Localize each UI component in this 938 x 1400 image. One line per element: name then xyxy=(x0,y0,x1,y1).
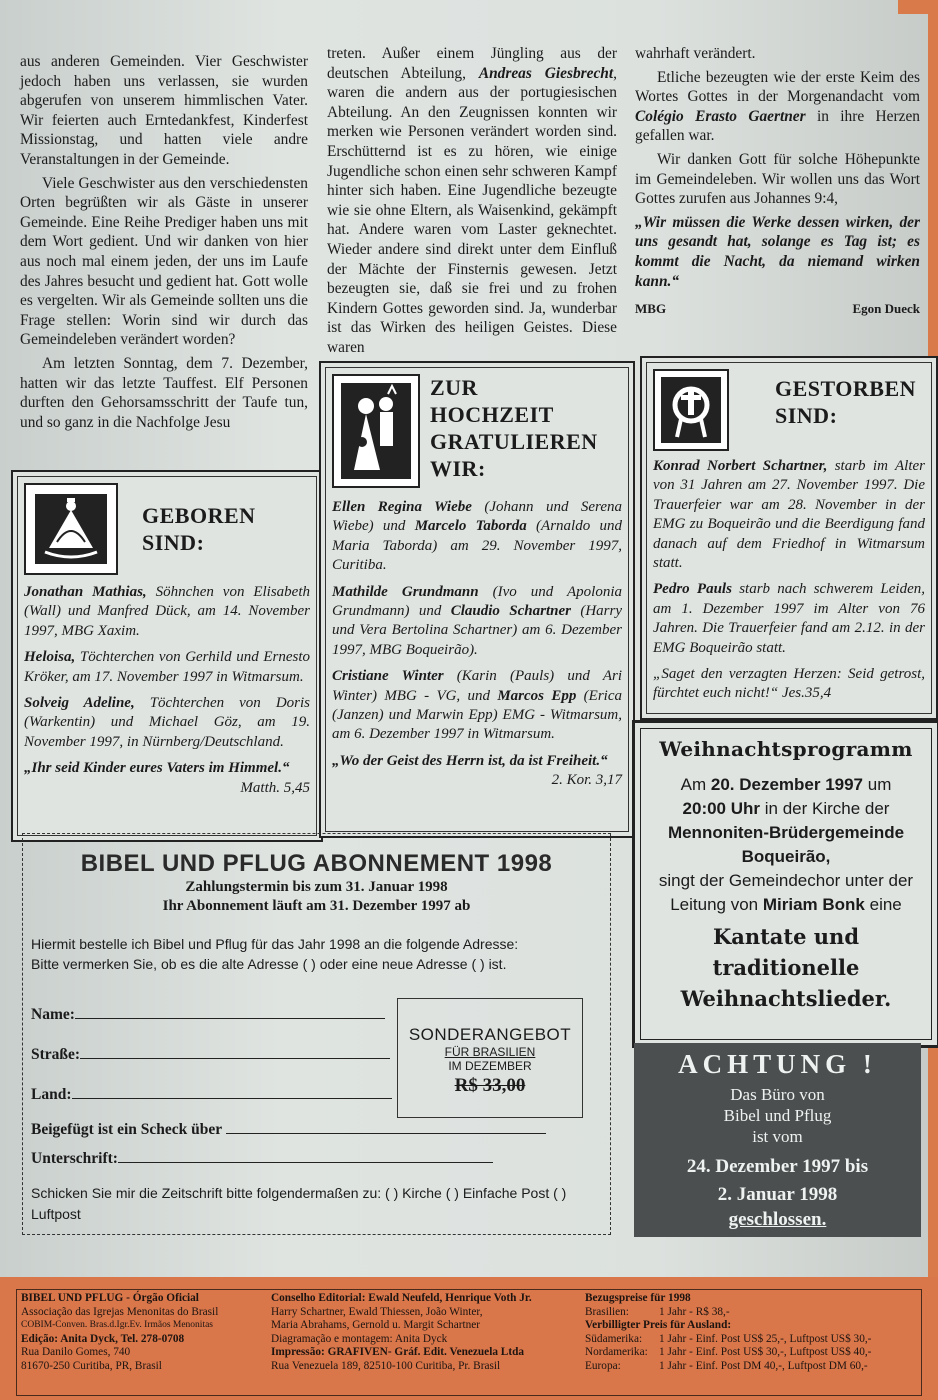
cradle-icon xyxy=(24,483,118,575)
program-line xyxy=(647,797,925,821)
author-name: Egon Dueck xyxy=(852,301,920,317)
highlight-line: Weihnachtslieder. xyxy=(680,986,892,1011)
offer-title: SONDERANGEBOT xyxy=(408,1025,572,1044)
birth-entry xyxy=(24,583,310,641)
christmas-program-body xyxy=(647,773,925,917)
weddings-list xyxy=(332,498,623,789)
country-input-line[interactable] xyxy=(72,1084,392,1099)
heading-line: ZUR xyxy=(430,375,478,400)
text-run: , waren die andern aus der portugiesischen Abteilung. An den Zeugnissen konnten wir merken wie Personen verändert worden sind. Erschütternd ist es zu hören, wie einige Jugendliche schon einen sehr schweren Kampf hinter sich haben. Eine Jugendliche bezeugte wie sie ohne Eltern, als Waisenkind, gekämpft hat. Andere waren vom Laster geknechtet. Wieder andere sind direkt unter dem Einfluß der Mächte der Finsternis gewesen. Jetzt bezeugten sie, daß sie frei und zu frohen Kindern Gottes geworden sind. Ja, wunderbar ist das Wirken des heiligen Geistes. Diese waren xyxy=(327,64,617,356)
field-label: Name: xyxy=(31,1006,75,1023)
masthead-box xyxy=(16,1289,922,1396)
entry-text: (Karin (Pauls) und Ari Winter) MBG - VG, und xyxy=(332,668,622,704)
publisher-info xyxy=(21,1292,261,1374)
deceased-name: Konrad Norbert Schartner, xyxy=(653,458,828,474)
text-run: eine xyxy=(864,895,902,914)
heading-line: WIR: xyxy=(430,456,486,481)
weddings-box xyxy=(319,361,635,838)
notice-line: ist vom xyxy=(752,1127,803,1146)
entry-text: (Johann und Serena Wiebe) und xyxy=(332,499,622,535)
entry-text: (Harry und Vera Bertolina Schartner) am 6. Dezember 1997, MBG Boqueirão). xyxy=(332,603,622,658)
board-line: Conselho Editorial: Ewald Neufeld, Henrique Voth Jr. xyxy=(271,1292,532,1304)
entry-text: Töchterchen von Doris (Warkentin) und Michael Göz, am 19. November 1997, in Nürnberg/Deutschland. xyxy=(24,695,310,750)
check-input-line[interactable] xyxy=(226,1119,546,1134)
field-label: Beigefügt ist ein Scheck über xyxy=(31,1121,222,1138)
child-name: Heloisa, xyxy=(24,649,76,666)
heading-line: SIND: xyxy=(775,403,838,428)
text-run: um xyxy=(863,775,892,794)
bride-name: Mathilde Grundmann xyxy=(332,583,479,600)
child-name: Jonathan Mathias, xyxy=(24,584,147,600)
heading-line: GEBOREN xyxy=(142,503,256,528)
signature-input-line[interactable] xyxy=(118,1148,493,1163)
offer-region: FÜR BRASILIEN xyxy=(444,1045,536,1059)
article-paragraph xyxy=(327,44,617,358)
office-closed-notice xyxy=(634,1043,921,1237)
article-paragraph: Am letzten Sonntag, dem 7. Dezember, hatten wir das letzte Tauffest. Elf Personen durften den Gehorsamsschritt der Taufe tun, und so ganz in die Nachfolge Jesu xyxy=(20,354,308,431)
article-column-2 xyxy=(327,44,617,362)
price-row xyxy=(585,1333,915,1347)
article-paragraph: Wir danken Gott für solche Höhepunkte im Gemeindeleben. Wir wollen uns das Wort Gottes zurufen aus Johannes 9:4, xyxy=(635,150,920,208)
publisher-line: Associação das Igrejas Menonitas do Brasil xyxy=(21,1305,219,1318)
price-value: 1 Jahr - R$ 38,- xyxy=(659,1305,730,1318)
deaths-list xyxy=(653,457,925,704)
article-paragraph: aus anderen Gemeinden. Vier Geschwister jedoch haben uns verlassen, sie wurden abgerufen von unserem himmlischen Vater. Wir feierten auch Erntedankfest, Kinderfest Missionstag, und hatten viele andre Veranstaltungen in der Gemeinde. xyxy=(20,53,308,168)
subscription-expiry: Ihr Abonnement läuft am 31. Dezember 1997 ab xyxy=(162,898,471,914)
deceased-name: Pedro Pauls xyxy=(653,581,732,598)
weddings-quote xyxy=(332,752,622,789)
quote-text: „Wo der Geist des Herrn ist, da ist Freiheit.“ xyxy=(332,752,608,769)
notice-line: 24. Dezember 1997 bis xyxy=(686,1156,869,1177)
memorial-wreath-icon xyxy=(653,369,729,451)
special-offer-box xyxy=(397,998,583,1118)
bible-quote: „Wir müssen die Werke dessen wirken, der uns gesandt hat, solange es Tag ist; es kommt die Nacht, da niemand wirken kann.“ xyxy=(635,213,920,290)
street-field[interactable] xyxy=(31,1044,390,1064)
subscription-instructions xyxy=(31,934,602,974)
delivery-options[interactable]: Schicken Sie mir die Zeitschrift bitte folgendermaßen zu: ( ) Kirche ( ) Einfache Post ( ) Luftpost xyxy=(31,1185,567,1222)
entry-text: Töchterchen von Gerhild und Ernesto Kröker, am 17. November 1997 in Witmarsum. xyxy=(24,649,310,685)
program-date: 20. Dezember 1997 xyxy=(710,775,864,794)
entry-text: (Ivo und Apolonia Grundmann) und xyxy=(332,583,623,620)
conductor-name: Miriam Bonk xyxy=(762,895,865,914)
program-line xyxy=(647,821,925,845)
program-line xyxy=(647,893,925,917)
program-highlight xyxy=(647,921,925,1014)
wedding-entry xyxy=(332,667,622,745)
notice-line: Das Büro von xyxy=(730,1085,825,1104)
text-run: Leitung von xyxy=(670,895,763,914)
entry-text: starb nach schwerem Leiden, am 1. Dezember 1997 im Alter von 76 Jahren. Die Trauerfeier fand am 2.12. in der EMG Boqueirão statt. xyxy=(653,581,925,656)
text-run: Am xyxy=(680,775,711,794)
notice-status: geschlossen. xyxy=(728,1209,827,1230)
heading-line: SIND: xyxy=(142,530,205,555)
church-location: Boqueirão, xyxy=(741,847,831,866)
street-input-line[interactable] xyxy=(80,1044,390,1059)
subscription-title: BIBEL UND PFLUG ABONNEMENT 1998 xyxy=(80,850,553,877)
publisher-line: COBIM-Conven. Bras.d.Igr.Ev. Irmãos Menonitas xyxy=(21,1320,213,1331)
subscription-prices xyxy=(585,1292,915,1374)
price-value: 1 Jahr - Einf. Post US$ 25,-, Luftpost US$ 30,- xyxy=(659,1332,872,1345)
instruction-line: Bitte vermerken Sie, ob es die alte Adresse ( ) oder eine neue Adresse ( ) ist. xyxy=(31,956,507,972)
price-region: Brasilien: xyxy=(585,1305,629,1318)
child-name: Solveig Adeline, xyxy=(24,695,135,712)
notice-line: Bibel und Pflug xyxy=(723,1106,832,1125)
editorial-board xyxy=(271,1292,571,1374)
births-quote xyxy=(24,759,310,796)
wedding-entry xyxy=(332,583,622,661)
church-name: Mennoniten-Brüdergemeinde xyxy=(667,823,905,842)
printer-address: Rua Venezuela 189, 82510-100 Curitiba, Pr. Brasil xyxy=(271,1359,501,1372)
article-paragraph: wahrhaft verändert. xyxy=(635,45,756,62)
deaths-quote: „Saget den verzagten Herzen: Seid getrost, fürchtet euch nicht!“ Jes.35,4 xyxy=(653,666,925,702)
field-label: Land: xyxy=(31,1086,72,1103)
price-row xyxy=(585,1346,915,1360)
program-line xyxy=(647,845,925,869)
price-region: Europa: xyxy=(585,1359,621,1372)
article-column-1 xyxy=(20,52,308,436)
quote-reference: 2. Kor. 3,17 xyxy=(551,772,622,789)
births-list xyxy=(24,583,310,796)
births-box-inner xyxy=(17,476,317,836)
program-line: singt der Gemeindechor unter der xyxy=(658,871,914,890)
article-signature xyxy=(635,299,920,319)
notice-dates xyxy=(634,1153,921,1209)
heading-line: HOCHZEIT xyxy=(430,402,554,427)
heading-line: GRATULIEREN xyxy=(430,429,598,454)
article-paragraph xyxy=(635,68,920,146)
prices-title: Bezugspreise für 1998 xyxy=(585,1292,691,1304)
bride-name: Ellen Regina Wiebe xyxy=(332,499,472,515)
weddings-heading xyxy=(430,374,598,482)
entry-text: (Arnaldo und Maria Taborda) am 29. November 1997, Curitiba. xyxy=(332,518,622,574)
printer-name: Impressão: GRAFIVEN- Gráf. Edit. Venezuela Ltda xyxy=(271,1346,525,1359)
deaths-header xyxy=(653,369,925,451)
groom-name: Marcelo Taborda xyxy=(414,518,527,535)
text-run: in ihre Herzen gefallen war. xyxy=(635,107,920,145)
birth-entry xyxy=(24,648,310,687)
program-time: 20:00 Uhr xyxy=(682,799,761,818)
layout-credit: Diagramação e montagem: Anita Dyck xyxy=(271,1332,448,1345)
signature-field[interactable] xyxy=(31,1148,493,1168)
offer-period: IM DEZEMBER xyxy=(448,1059,532,1073)
wedding-entry xyxy=(332,498,622,576)
highlight-line: Kantate und xyxy=(712,924,860,949)
groom-name: Marcos Epp xyxy=(497,687,577,704)
publication-name: BIBEL UND PFLUG - Órgão Oficial xyxy=(21,1292,199,1304)
signature-left: MBG xyxy=(635,301,667,317)
price-row xyxy=(585,1306,915,1320)
quote-text: „Ihr seid Kinder eures Vaters im Himmel.“ xyxy=(24,760,290,777)
weddings-header xyxy=(332,374,622,488)
program-line xyxy=(647,773,925,797)
wedding-couple-icon xyxy=(332,374,420,488)
name-field[interactable] xyxy=(31,1004,385,1024)
death-entry xyxy=(653,580,925,658)
notice-title: ACHTUNG ! xyxy=(678,1049,877,1079)
births-box xyxy=(11,470,323,842)
text-run: in der Kirche der xyxy=(760,799,890,818)
quote-reference: Matth. 5,45 xyxy=(240,779,310,796)
subscription-form xyxy=(22,833,611,1235)
bride-name: Cristiane Winter xyxy=(332,668,444,685)
entry-text: starb im Alter von 31 Jahren am 27. November 1997. Die Trauerfeier war am 28. November in der EMG zu Boqueirão und die Beerdigung fand danach auf dem Friedhof in Witmarsum statt. xyxy=(653,458,925,572)
editor-contact: Edição: Anita Dyck, Tel. 278-0708 xyxy=(21,1332,185,1345)
address-line: 81670-250 Curitiba, PR, Brasil xyxy=(21,1359,162,1372)
article-paragraph: Viele Geschwister aus den verschiedensten Orten begrüßten wir als Gäste in unserer Gemeinde. Eine Reihe Prediger haben uns mit dem Wort gedient. Und wir danken von hier aus noch mal einem jeden, der uns im Laufe des Jahres besucht und gedient hat. Gott wolle es vergelten. Wir als Gemeinde sollten uns die Frage stellen: Worin sind wir durch das Gemeindeleben verändert worden? xyxy=(20,174,308,349)
entry-text: (Erica (Janzen) und Marwin Epp) EMG - Witmarsum, am 6. Dezember 1997 in Witmarsum. xyxy=(332,687,622,743)
payment-deadline: Zahlungstermin bis zum 31. Januar 1998 xyxy=(185,879,448,895)
person-name: Andreas Giesbrecht xyxy=(478,64,614,82)
groom-name: Claudio Schartner xyxy=(450,603,571,620)
notice-line: 2. Januar 1998 xyxy=(717,1184,838,1205)
name-input-line[interactable] xyxy=(75,1004,385,1019)
notice-body xyxy=(634,1084,921,1147)
school-name: Colégio Erasto Gaertner xyxy=(635,107,806,125)
price-value: 1 Jahr - Einf. Post US$ 30,-, Luftpost US$ 40,- xyxy=(659,1346,872,1359)
birth-entry xyxy=(24,694,310,752)
field-label: Unterschrift: xyxy=(31,1150,118,1167)
page-corner-top xyxy=(898,0,938,14)
births-heading xyxy=(142,502,256,556)
entry-text: Söhnchen von Elisabeth (Wall) und Manfred Dück, am 14. November 1997, MBG Xaxim. xyxy=(24,584,310,639)
deaths-heading xyxy=(775,375,916,429)
country-field[interactable] xyxy=(31,1084,392,1104)
board-line: Maria Abrahams, Gernold u. Margit Schartner xyxy=(271,1319,481,1332)
article-column-3 xyxy=(635,44,920,319)
check-field[interactable] xyxy=(31,1119,546,1139)
births-header xyxy=(24,483,310,575)
highlight-line: traditionelle xyxy=(712,955,860,980)
text-run: Etliche bezeugten wie der erste Keim des Wortes Gottes in der Morgenandacht vom xyxy=(635,68,920,106)
christmas-program-box xyxy=(632,720,938,1048)
masthead-footer xyxy=(0,1277,938,1400)
board-line: Harry Schartner, Ewald Thiessen, João Winter, xyxy=(271,1305,483,1318)
price-value: 1 Jahr - Einf. Post DM 40,-, Luftpost DM 60,- xyxy=(659,1359,868,1372)
address-line: Rua Danilo Gomes, 740 xyxy=(21,1346,131,1359)
christmas-program-title: Weihnachtsprogramm xyxy=(659,737,913,761)
instruction-line: Hiermit bestelle ich Bibel und Pflug für das Jahr 1998 an die folgende Adresse: xyxy=(31,936,519,952)
price-row xyxy=(585,1360,915,1374)
deaths-box-inner xyxy=(646,362,932,714)
field-label: Straße: xyxy=(31,1046,81,1063)
heading-line: GESTORBEN xyxy=(775,376,917,401)
abroad-title: Verbilligter Preis für Ausland: xyxy=(585,1319,732,1332)
text-run: treten. Außer einem Jüngling aus der deutschen Abteilung, xyxy=(327,45,617,82)
christmas-program-inner xyxy=(640,728,932,1040)
deaths-box xyxy=(640,356,938,720)
price-region: Südamerika: xyxy=(585,1332,643,1345)
death-entry xyxy=(653,457,925,573)
weddings-box-inner xyxy=(325,367,629,832)
price-region: Nordamerika: xyxy=(585,1346,648,1359)
offer-price: R$ 33,00 xyxy=(454,1075,526,1096)
